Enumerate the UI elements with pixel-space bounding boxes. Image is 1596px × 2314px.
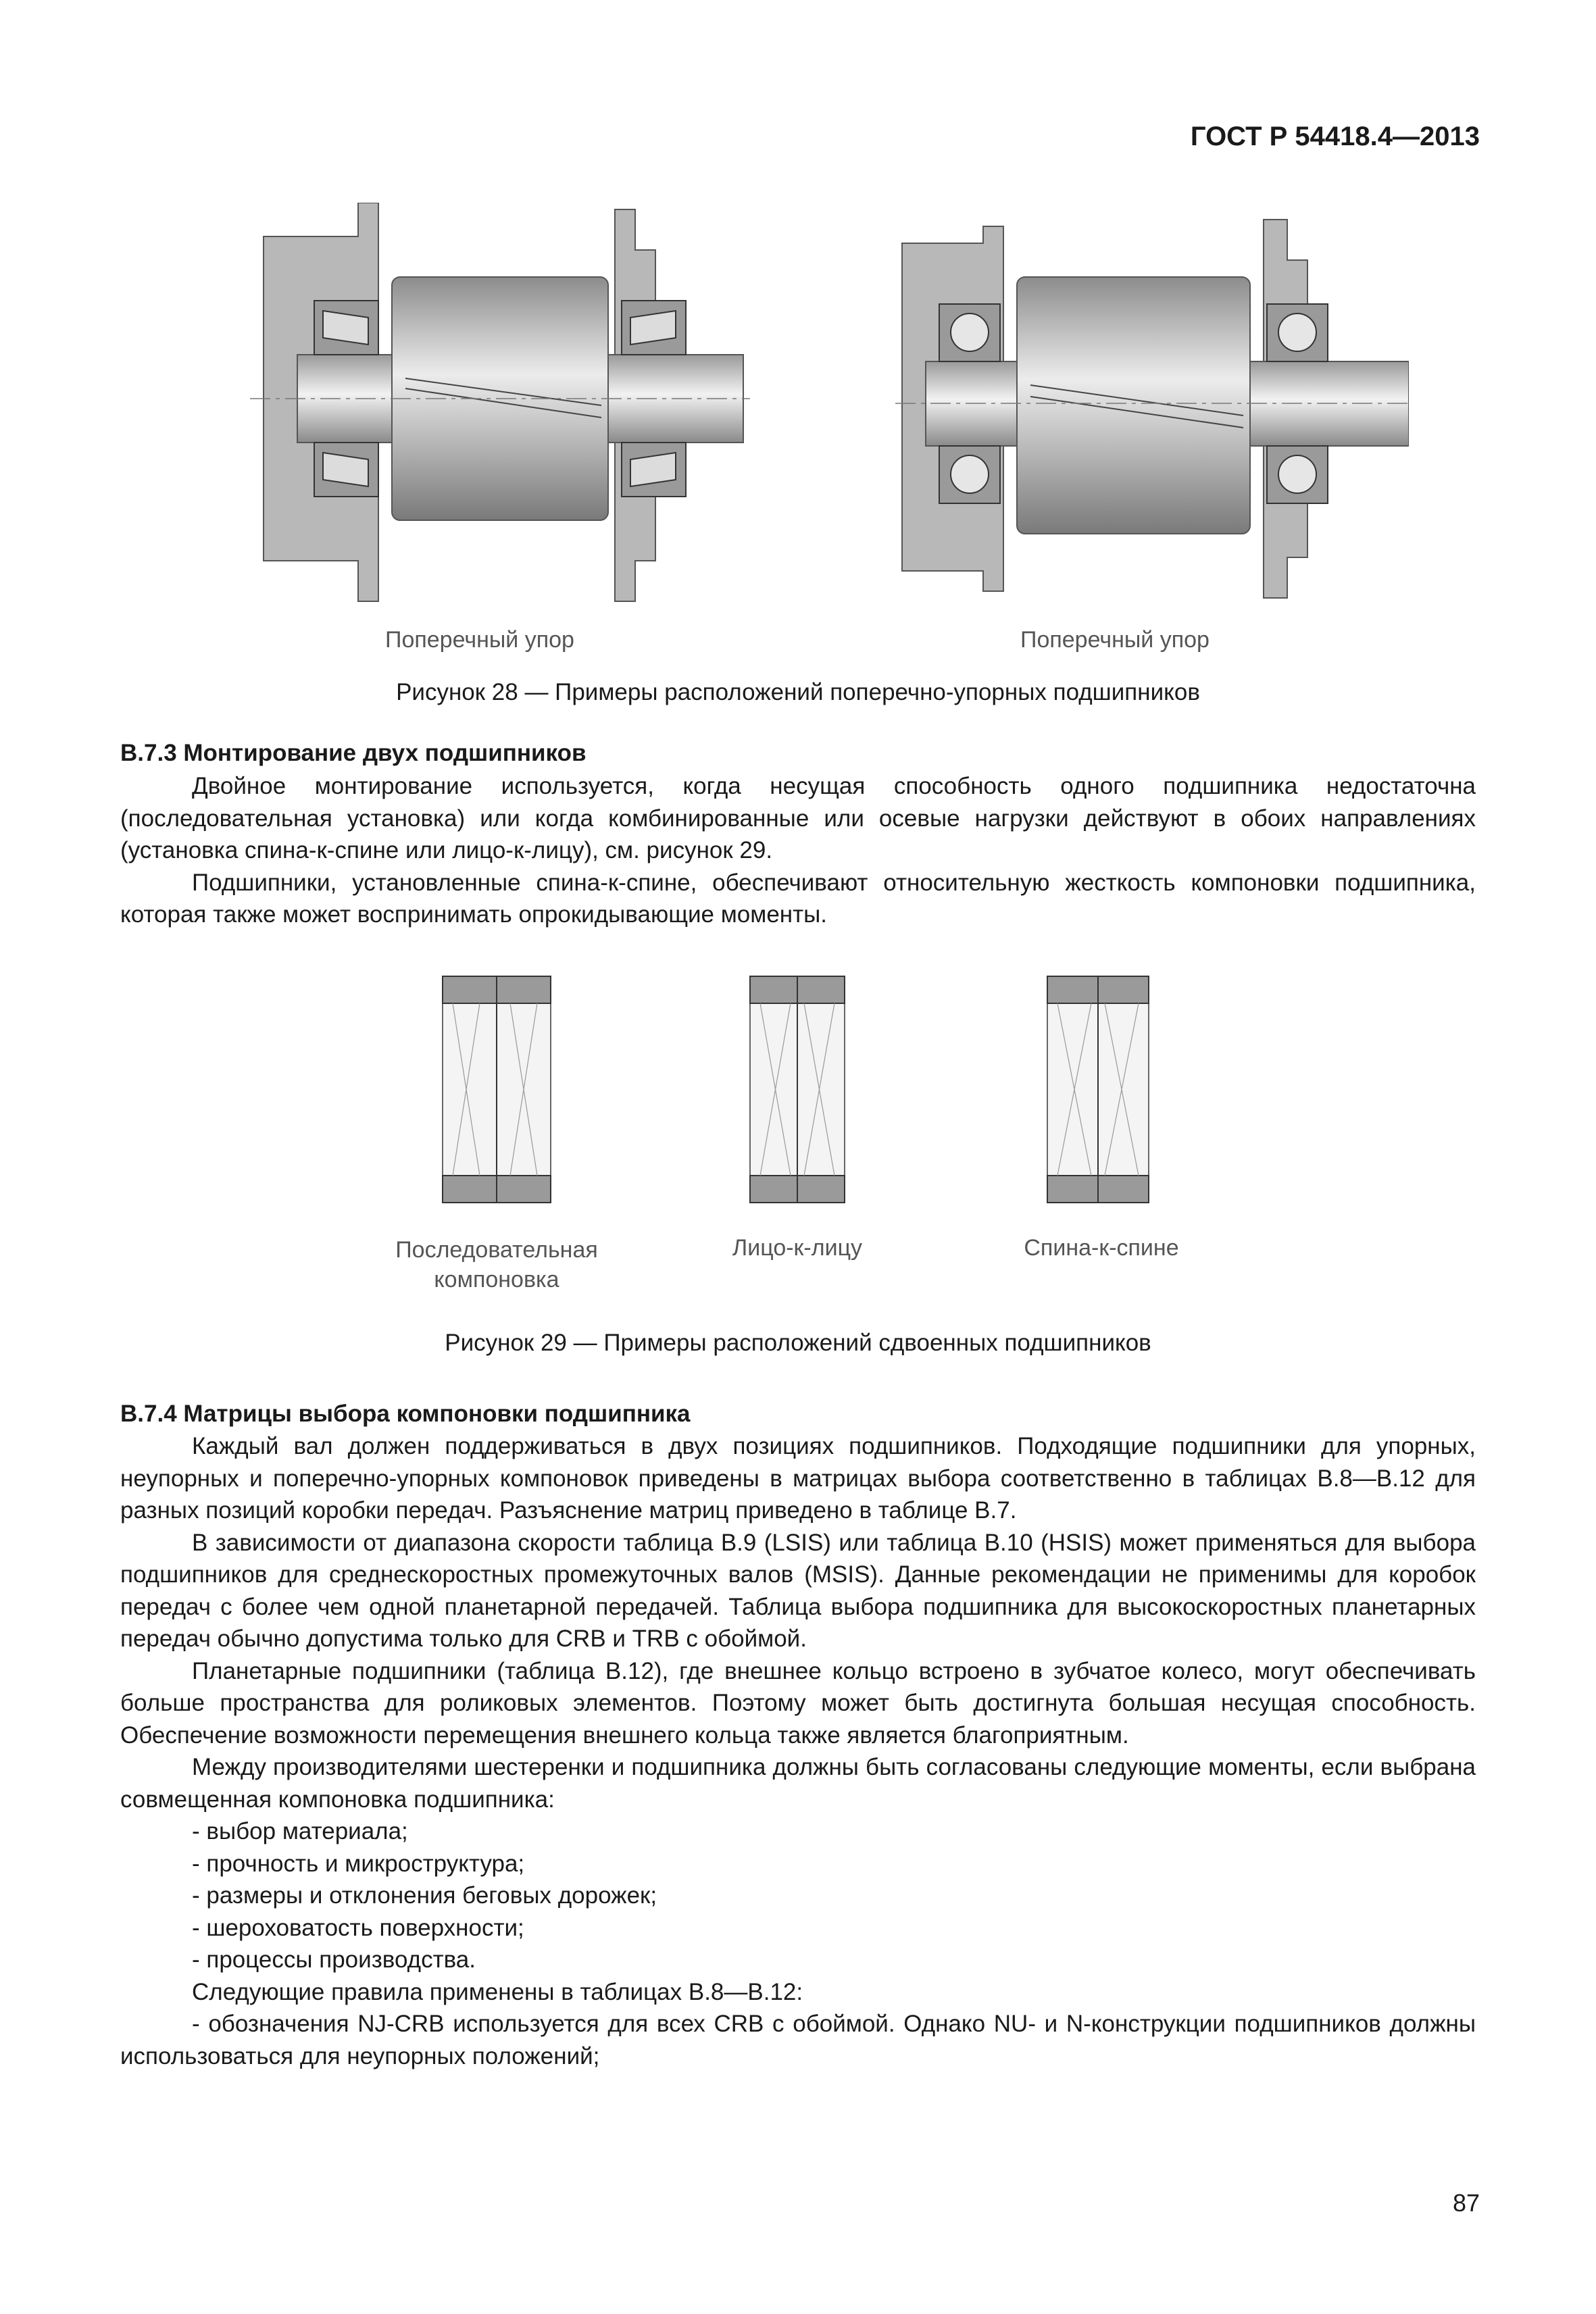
figure-29-label-tandem-line1: Последовательная [395, 1237, 598, 1263]
figure-28-right-drawing [895, 213, 1409, 605]
figure-29-label-tandem [351, 1235, 642, 1294]
list-item: - выбор материала; [192, 1818, 408, 1844]
list-item: - прочность и микроструктура; [192, 1850, 525, 1877]
paragraph: Планетарные подшипники (таблица B.12), где внешнее кольцо встроено в зубчатое колесо, могут обеспечивать больше пространства для роликовых элементов. Поэтому может быть достигнута большая несущая способность. Обеспечение возможности перемещения внешнего кольца также является благоприятным. [120, 1657, 1476, 1749]
figure-29-label-face-to-face: Лицо-к-лицу [732, 1235, 863, 1261]
figure-29-label-back-to-back: Спина-к-спине [1024, 1235, 1179, 1261]
list-item: - процессы производства. [192, 1946, 476, 1973]
figure-28-caption: Рисунок 28 — Примеры расположений поперечно-упорных подшипников [396, 679, 1200, 705]
figure-29-back-to-back-drawing [1044, 973, 1152, 1206]
list-item: - шероховатость поверхности; [192, 1914, 524, 1941]
page-number: 87 [1452, 2189, 1480, 2217]
paragraph: - обозначения NJ-CRB используется для всех CRB с обоймой. Однако NU- и N-конструкции подшипников должны использоваться для неупорных положений; [120, 2011, 1476, 2069]
figure-29-label-tandem-line2: компоновка [434, 1267, 559, 1292]
figure-29-tandem-drawing [439, 973, 554, 1206]
paragraph: Между производителями шестеренки и подшипника должны быть согласованы следующие моменты, если выбрана совмещенная компоновка подшипника: [120, 1754, 1476, 1813]
paragraph: Двойное монтирование используется, когда несущая способность одного подшипника недостаточна (последовательная установка) или когда комбинированные или осевые нагрузки действуют в обоих направлениях (установка спина-к-спине или лицо-к-лицу), см. рисунок 29. [120, 773, 1476, 863]
figure-28-left-drawing [250, 203, 750, 608]
section-b74-body [120, 1430, 1476, 2072]
document-code: ГОСТ Р 54418.4—2013 [1190, 122, 1480, 151]
figure-28-label-right: Поперечный упор [1020, 627, 1210, 653]
figure-29-face-to-face-drawing [747, 973, 848, 1206]
paragraph: Подшипники, установленные спина-к-спине, обеспечивают относительную жесткость компоновки подшипника, которая также может воспринимать опрокидывающие моменты. [120, 869, 1476, 928]
paragraph: Следующие правила применены в таблицах B.8—B.12: [192, 1978, 803, 2005]
paragraph: В зависимости от диапазона скорости таблица B.9 (LSIS) или таблица B.10 (HSIS) может применяться для выбора подшипников для среднескоростных промежуточных валов (MSIS). Данные рекомендации не применимы для коробок передач с более чем одной планетарной передачей. Таблица выбора подшипника для высокоскоростных планетарных передач обычно допустима только для CRB и TRB с обоймой. [120, 1529, 1476, 1652]
list-item: - размеры и отклонения беговых дорожек; [192, 1882, 657, 1909]
section-heading-b74: B.7.4 Матрицы выбора компоновки подшипника [120, 1401, 691, 1427]
figure-29-caption: Рисунок 29 — Примеры расположений сдвоенных подшипников [445, 1330, 1151, 1356]
section-heading-b73: B.7.3 Монтирование двух подшипников [120, 740, 587, 766]
figure-28-label-left: Поперечный упор [385, 627, 574, 653]
paragraph: Каждый вал должен поддерживаться в двух позициях подшипников. Подходящие подшипники для упорных, неупорных и поперечно-упорных компоновок приведены в матрицах выбора соответственно в таблицах B.8—B.12 для разных позиций коробки передач. Разъяснение матриц приведено в таблице B.7. [120, 1433, 1476, 1524]
section-b73-body [120, 770, 1476, 931]
